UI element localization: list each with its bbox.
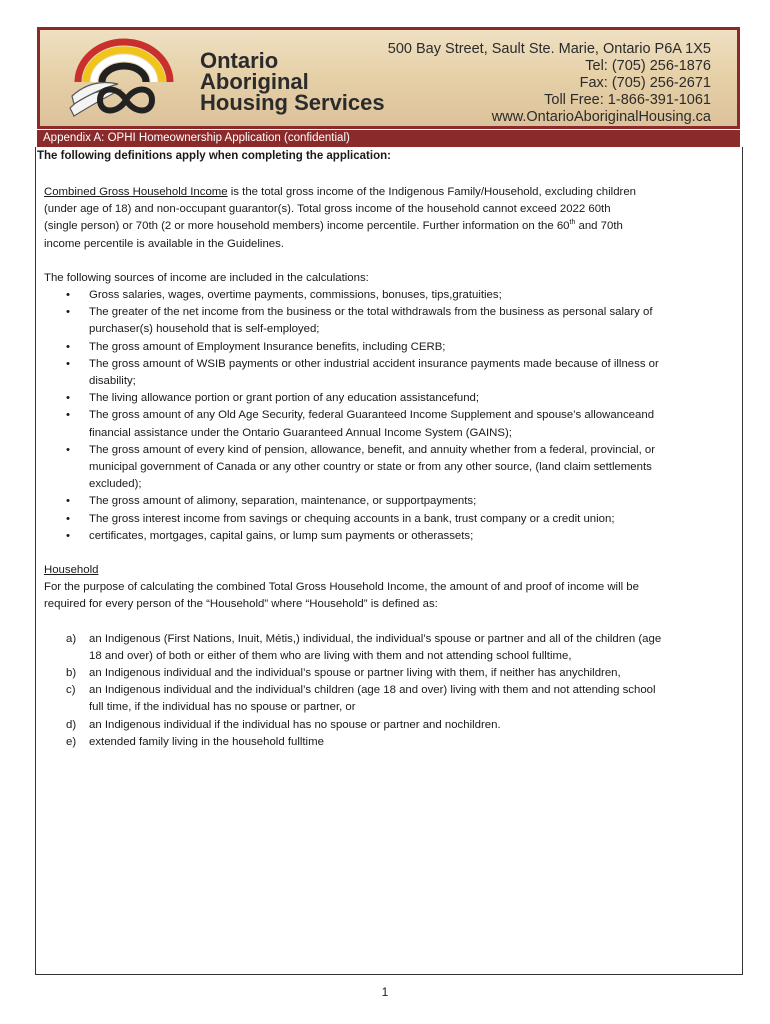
household-definitions-list	[44, 631, 732, 751]
list-item: c) an Indigenous individual and the individual’s children (age 18 and over) living with them and not attending school full time, if the individual has no spouse or partner, or	[66, 684, 656, 714]
list-item: • The gross amount of alimony, separation, maintenance, or supportpayments;	[44, 493, 732, 510]
list-item: • certificates, mortgages, capital gains, or lump sum payments or otherassets;	[44, 528, 732, 545]
household-heading: Household	[44, 564, 99, 577]
income-sources-list	[44, 287, 732, 545]
list-item: • The gross amount of WSIB payments or other industrial accident insurance payments made because of illness or disability;	[44, 356, 732, 390]
list-item: b) an Indigenous individual and the individual’s spouse or partner living with them, if neither has anychildren,	[66, 667, 621, 680]
list-item: • The greater of the net income from the business or the total withdrawals from the business as personal salary of purchaser(s) household that is self-employed;	[44, 304, 732, 338]
list-item: e) extended family living in the household fulltime	[66, 735, 324, 748]
combined-line-2: (under age of 18) and non-occupant guarantor(s). Total gross income of the household cannot exceed 2022 60th	[44, 203, 611, 216]
combined-line-1: is the total gross income of the Indigenous Family/Household, excluding children	[227, 186, 636, 198]
page-number: 1	[381, 985, 389, 999]
list-item: • Gross salaries, wages, overtime payments, commissions, bonuses, tips,gratuities;	[44, 287, 732, 304]
combined-line-3a: (single person) or 70th (2 or more household members) income percentile. Further information on the 60	[44, 220, 570, 233]
fax: Fax: (705) 256-2671	[579, 75, 711, 91]
feather-infinity-logo	[60, 38, 188, 124]
organization-name	[200, 50, 385, 113]
sources-intro: The following sources of income are included in the calculations:	[44, 271, 369, 284]
section-title-bar: Appendix A: OPHI Homeownership Application (confidential)	[37, 130, 740, 147]
document-body	[44, 184, 732, 751]
contact-block	[388, 41, 711, 126]
toll-free: Toll Free: 1-866-391-1061	[544, 92, 711, 108]
list-item: • The gross amount of Employment Insurance benefits, including CERB;	[44, 339, 732, 356]
list-item: a) an Indigenous (First Nations, Inuit, Métis,) individual, the individual’s spouse or partner and all of the children (age 18 and over) of both or either of them who are living with them and not attending school fulltime,	[66, 632, 662, 662]
list-item: • The gross interest income from savings or chequing accounts in a bank, trust company or a credit union;	[44, 511, 732, 528]
combined-line-3b: and 70th	[575, 220, 623, 233]
org-name-line-1: Ontario	[200, 48, 279, 73]
combined-income-definition	[44, 184, 732, 253]
definitions-intro: The following definitions apply when completing the application:	[37, 150, 391, 162]
list-item: • The gross amount of any Old Age Security, federal Guaranteed Income Supplement and spouse’s allowanceand financial assistance under the Ontario Guaranteed Annual Income System (GAINS);	[44, 407, 732, 441]
org-name-line-2: Aboriginal	[200, 69, 309, 94]
list-item: • The gross amount of every kind of pension, allowance, benefit, and annuity whether from a federal, provincial, or municipal government of Canada or any other country or state or from any other source, (land claim settlements excluded);	[44, 442, 732, 494]
letterhead-banner	[37, 27, 740, 129]
combined-superscript: th	[569, 219, 576, 227]
org-name-line-3: Housing Services	[200, 90, 385, 115]
combined-income-term: Combined Gross Household Income	[44, 186, 228, 198]
list-item: • The living allowance portion or grant portion of any education assistancefund;	[44, 390, 732, 407]
telephone: Tel: (705) 256-1876	[585, 58, 711, 74]
list-item: d) an Indigenous individual if the individual has no spouse or partner and nochildren.	[66, 718, 501, 731]
household-description: For the purpose of calculating the combined Total Gross Household Income, the amount of and proof of income will be required for every person of the “Household” where “Household” is defined as:	[44, 581, 639, 611]
combined-line-4: income percentile is available in the Guidelines.	[44, 237, 284, 250]
website: www.OntarioAboriginalHousing.ca	[491, 109, 711, 125]
address: 500 Bay Street, Sault Ste. Marie, Ontario P6A 1X5	[387, 41, 711, 57]
